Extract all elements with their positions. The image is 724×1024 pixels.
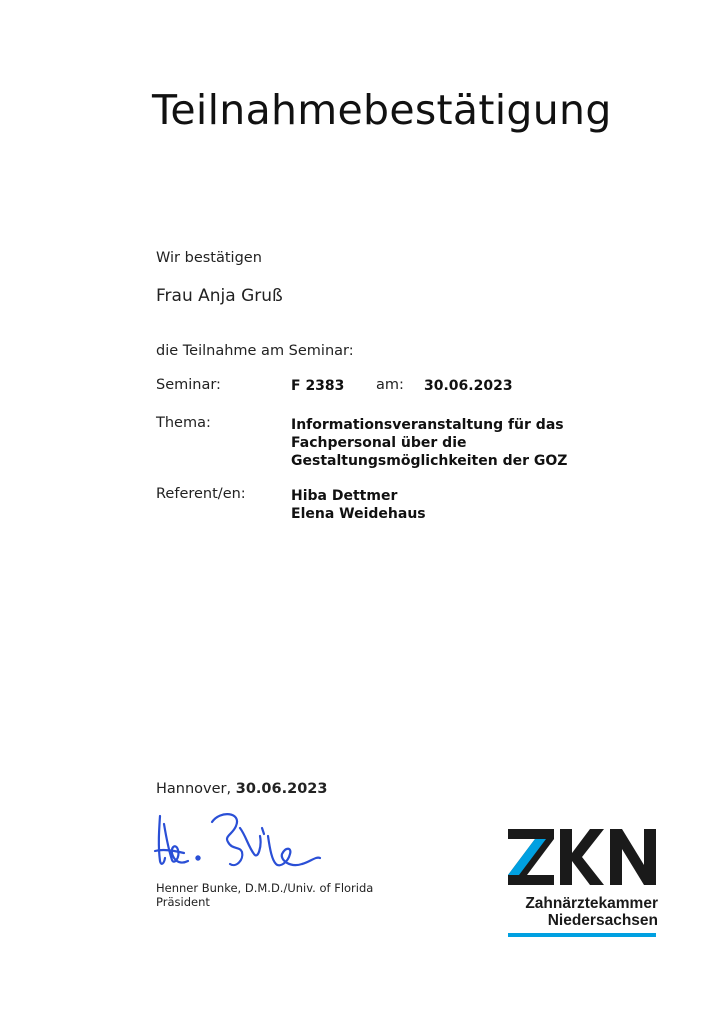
- speakers-block: [291, 487, 426, 523]
- logo-accent-bar: [508, 933, 656, 937]
- signer-block: [156, 881, 373, 909]
- speakers-label: Referent/en:: [156, 486, 246, 502]
- place-date: [156, 781, 327, 797]
- signer-title: Präsident: [156, 895, 210, 909]
- participant-name: Frau Anja Gruß: [156, 286, 283, 306]
- topic-line: Fachpersonal über die: [291, 435, 467, 451]
- topic-block: [291, 416, 567, 470]
- zkn-logo: [508, 829, 658, 885]
- signer-name: Henner Bunke, D.M.D./Univ. of Florida: [156, 881, 374, 895]
- date-label: am:: [376, 377, 404, 393]
- page-title: Teilnahmebestätigung: [152, 86, 612, 134]
- handwritten-signature: [150, 806, 335, 878]
- participation-text: die Teilnahme am Seminar:: [156, 343, 354, 359]
- topic-line: Gestaltungsmöglichkeiten der GOZ: [291, 453, 568, 469]
- intro-text: Wir bestätigen: [156, 250, 262, 266]
- logo-line-1: Zahnärztekammer: [525, 895, 658, 912]
- topic-label: Thema:: [156, 415, 211, 431]
- logo-line-2: Niedersachsen: [547, 912, 658, 929]
- logo-text: [508, 895, 658, 929]
- seminar-date: 30.06.2023: [424, 378, 513, 394]
- place-text: Hannover,: [156, 781, 232, 797]
- speaker-name: Hiba Dettmer: [291, 488, 398, 504]
- speaker-name: Elena Weidehaus: [291, 506, 426, 522]
- seminar-label: Seminar:: [156, 377, 221, 393]
- footer-date: 30.06.2023: [235, 781, 328, 797]
- topic-line: Informationsveranstaltung für das: [291, 417, 564, 433]
- seminar-number: F 2383: [291, 378, 345, 394]
